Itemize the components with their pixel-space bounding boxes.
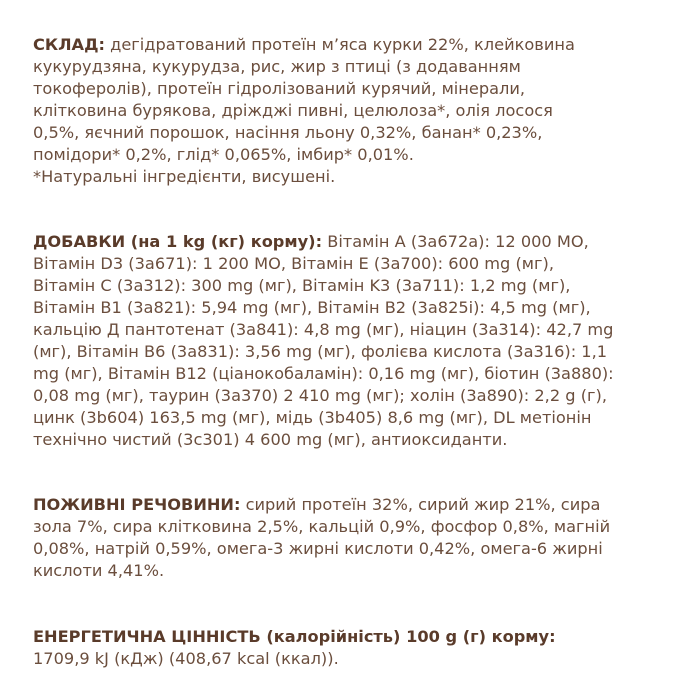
additives-line-3: Вітамін C (3a312): 300 mg (мг), Вітамін K3 (3a711): 1,2 mg (мг),	[33, 276, 571, 295]
natural-ingredients-note: *Натуральні інгредієнти, висушені.	[33, 167, 336, 186]
composition-line-1	[33, 34, 673, 56]
additives-line-8: 0,08 mg (мг), таурин (3a370) 2 410 mg (мг); холін (3a890): 2,2 g (г),	[33, 386, 607, 405]
composition-text: дегідратований протеїн м’яса курки 22%, клейковина	[104, 35, 575, 54]
nutrients-line-4: кислоти 4,41%.	[33, 561, 165, 580]
additives-text: Вітамін A (3a672a): 12 000 МО,	[322, 232, 589, 251]
nutrients-line-3: 0,08%, натрій 0,59%, омега-3 жирні кислоти 0,42%, омега-6 жирні	[33, 539, 603, 558]
nutrients-line-2: зола 7%, сира клітковина 2,5%, кальцій 0,9%, фосфор 0,8%, магній	[33, 517, 611, 536]
energy-value: 1709,9 kJ (кДж) (408,67 kcal (ккал)).	[33, 649, 339, 668]
additives-line-7: mg (мг), Вітамін B12 (ціанокобаламін): 0,16 mg (мг), біотин (3a880):	[33, 364, 614, 383]
nutrients-label: ПОЖИВНІ РЕЧОВИНИ:	[33, 495, 241, 514]
additives-section	[33, 231, 673, 451]
composition-label: СКЛАД:	[33, 35, 105, 54]
energy-section	[33, 626, 673, 670]
additives-line-10: технічно чистий (3c301) 4 600 mg (мг), антиоксиданти.	[33, 430, 508, 449]
additives-line-4: Вітамін B1 (3a821): 5,94 mg (мг), Вітамін B2 (3a825i): 4,5 mg (мг),	[33, 298, 591, 317]
composition-section	[33, 34, 673, 188]
energy-label: ЕНЕРГЕТИЧНА ЦІННІСТЬ (калорійність) 100 g (г) корму:	[33, 627, 556, 646]
composition-line-5: 0,5%, яєчний порошок, насіння льону 0,32%, банан* 0,23%,	[33, 123, 543, 142]
ingredients-document	[33, 34, 673, 670]
additives-label: ДОБАВКИ (на 1 kg (кг) корму):	[33, 232, 323, 251]
additives-line-1	[33, 231, 673, 253]
additives-line-5: кальцію Д пантотенат (3a841): 4,8 mg (мг), ніацин (3a314): 42,7 mg	[33, 320, 614, 339]
composition-line-2: кукурудзяна, кукурудза, рис, жир з птиці (з додаванням	[33, 57, 521, 76]
nutrients-text: сирий протеїн 32%, сирий жир 21%, сира	[240, 495, 601, 514]
composition-line-4: клітковина бурякова, дріжджі пивні, целюлоза*, олія лосося	[33, 101, 553, 120]
additives-line-6: (мг), Вітамін B6 (3a831): 3,56 mg (мг), фолієва кислота (3a316): 1,1	[33, 342, 608, 361]
composition-line-3: токоферолів), протеїн гідролізований курячий, мінерали,	[33, 79, 526, 98]
additives-line-2: Вітамін D3 (3a671): 1 200 МО, Вітамін E (3a700): 600 mg (мг),	[33, 254, 554, 273]
additives-line-9: цинк (3b604) 163,5 mg (мг), мідь (3b405) 8,6 mg (мг), DL метіонін	[33, 408, 592, 427]
composition-line-6: помідори* 0,2%, глід* 0,065%, імбир* 0,01%.	[33, 145, 414, 164]
nutrients-line-1	[33, 494, 673, 516]
nutrients-section	[33, 494, 673, 582]
